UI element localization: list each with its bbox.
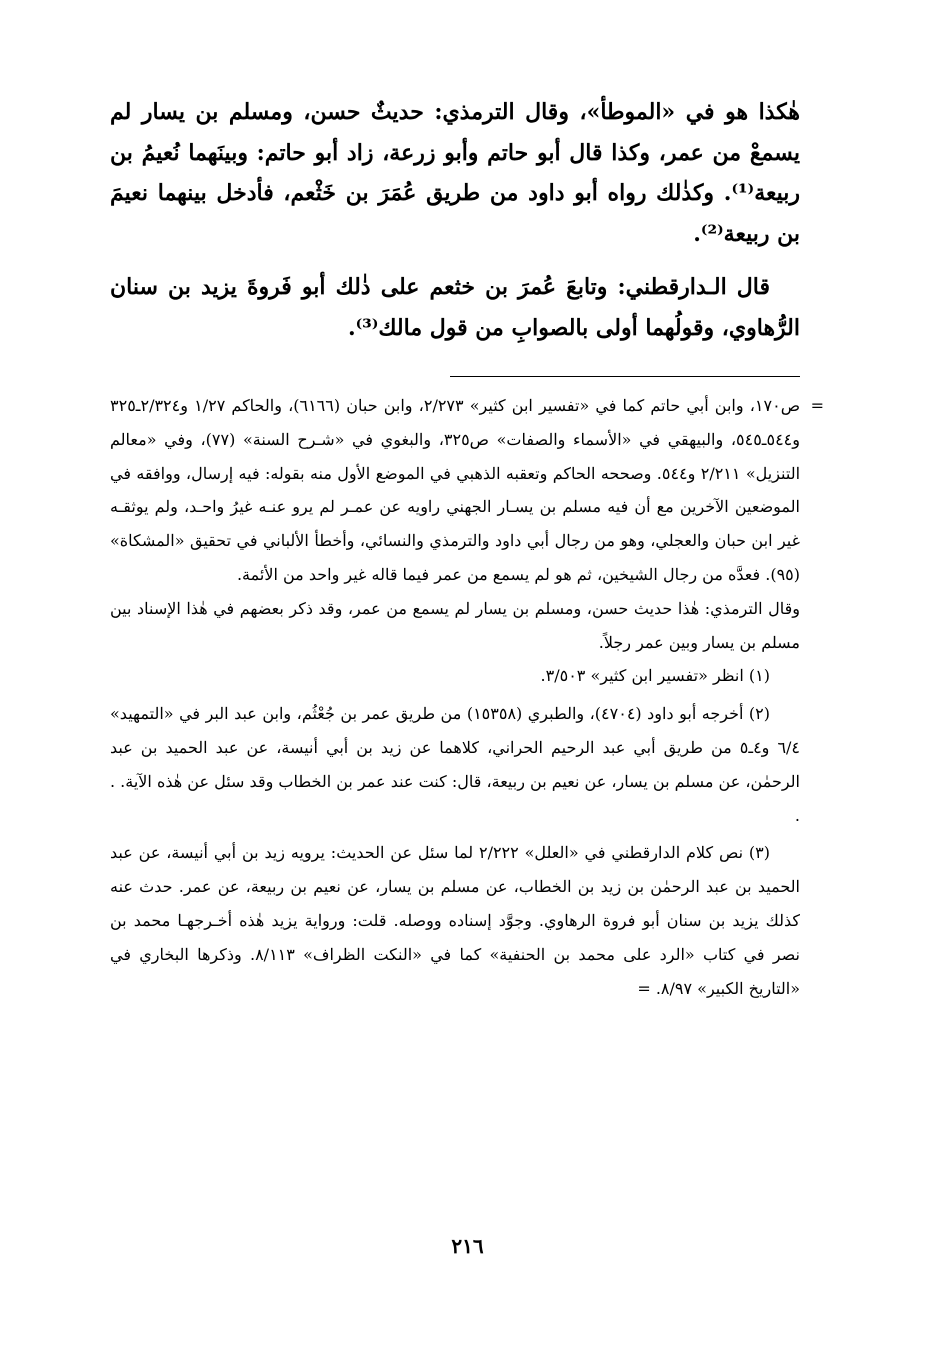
footnote-divider — [450, 376, 800, 377]
main-text — [110, 92, 800, 348]
continuation-mark: = — [810, 396, 824, 415]
footnotes — [110, 389, 824, 1005]
footnote-continuation-text: ص١٧٠، وابن أبي حاتم كما في «تفسير ابن كثير» ٢/٢٧٣، وابن حبان (٦١٦٦)، والحاكم ١/٢٧ و٢/٣٢٤ـ٣٢٥ و٥٤٤ـ٥٤٥، والبيهقي في «الأسماء والصفات» ص٣٢٥، والبغوي في «شـرح السنة» (٧٧)، وفي «معالم التنزيل» ٢/٢١١ و٥٤٤. وصححه الحاكم وتعقبه الذهبي في الموضع الأول منه بقوله: فيه إرسال، ووافقه في الموضعين الآخرين مع أن فيه مسلم بن يسـار الجهني راويه عن عمـر لم يرو عنـه غيرُ واحـد، ولم يوثقـه غير ابن حبان والعجلي، وهو من رجال أبي داود والترمذي والنسائي، وأخطأ الألباني في تحقيق «المشكاة» (٩٥). فعدَّه من رجال الشيخين، ثم هو لم يسمع من عمر فيما قاله غير واحد من الأئمة. — [110, 396, 801, 584]
main-paragraph-1: هٰكذا هو في «الموطأ»، وقال الترمذي: حديثٌ حسن، ومسلم بن يسار لم يسمعْ من عمر، وكذا قال أبو حاتم وأبو زرعة، زاد أبو حاتم: وبينَهما نُعيمُ بن ربيعة⁽¹⁾. وكذٰلك رواه أبو داود من طريق عُمَرَ بن خَثْعم، فأدخل بينهما نعيمَ بن ربيعة⁽²⁾. — [110, 99, 800, 247]
main-paragraph-2: قال الـدارقطني: وتابعَ عُمرَ بن خثعم على ذٰلك أبو فَروةَ يزيد بن سنان الرُّهاوي، وقولُهما أولى بالصوابِ من قول مالك⁽³⁾. — [110, 274, 800, 341]
footnote-tirmidhi: وقال الترمذي: هٰذا حديث حسن، ومسلم بن يسار لم يسمع من عمر، وقد ذكر بعضهم في هٰذا الإسناد بين مسلم بن يسار وبين عمر رجلاً. — [110, 598, 801, 652]
footnote-continuation — [110, 389, 824, 592]
footnote-2: (٢) أخرجه أبو داود (٤٧٠٤)، والطبري (١٥٣٥٨) من طريق عمر بن جُعْثُم، وابن عبد البر في «التمهيد» ٦/٤ و٤ـ٥ من طريق أبي عبد الرحيم الحراني، كلاهما عن زيد بن أبي أنيسة، عن عبد الحميد بن عبد الرحمٰن، عن مسلم بن يسار، عن نعيم بن ربيعة، قال: كنت عند عمر بن الخطاب وقد سئل عن هٰذه الآية. . . — [110, 704, 801, 825]
page-number: ٢١٦ — [451, 1234, 484, 1258]
page-body — [110, 92, 824, 1005]
footnote-1: (١) انظر «تفسير ابن كثير» ٣/٥٠٣. — [540, 666, 770, 686]
footnote-3: (٣) نص كلام الدارقطني في «العلل» ٢/٢٢٢ لما سئل عن الحديث: يرويه زيد بن أبي أنيسة، عن عبد الحميد بن عبد الرحمٰن بن زيد بن الخطاب، عن مسلم بن يسار، عن نعيم بن ربيعة، عن عمر. حدث عنه كذلك يزيد بن سنان أبو فروة الرهاوي. وجوَّد إسناده ووصله. قلت: ورواية يزيد هٰذه أخـرجهـا محمد بن نصر في كتاب «الرد على محمد بن الحنفية» كما في «النكت الظراف» ٨/١١٣. وذكرها البخاري في «التاريخ الكبير» ٨/٩٧. = — [110, 843, 801, 998]
